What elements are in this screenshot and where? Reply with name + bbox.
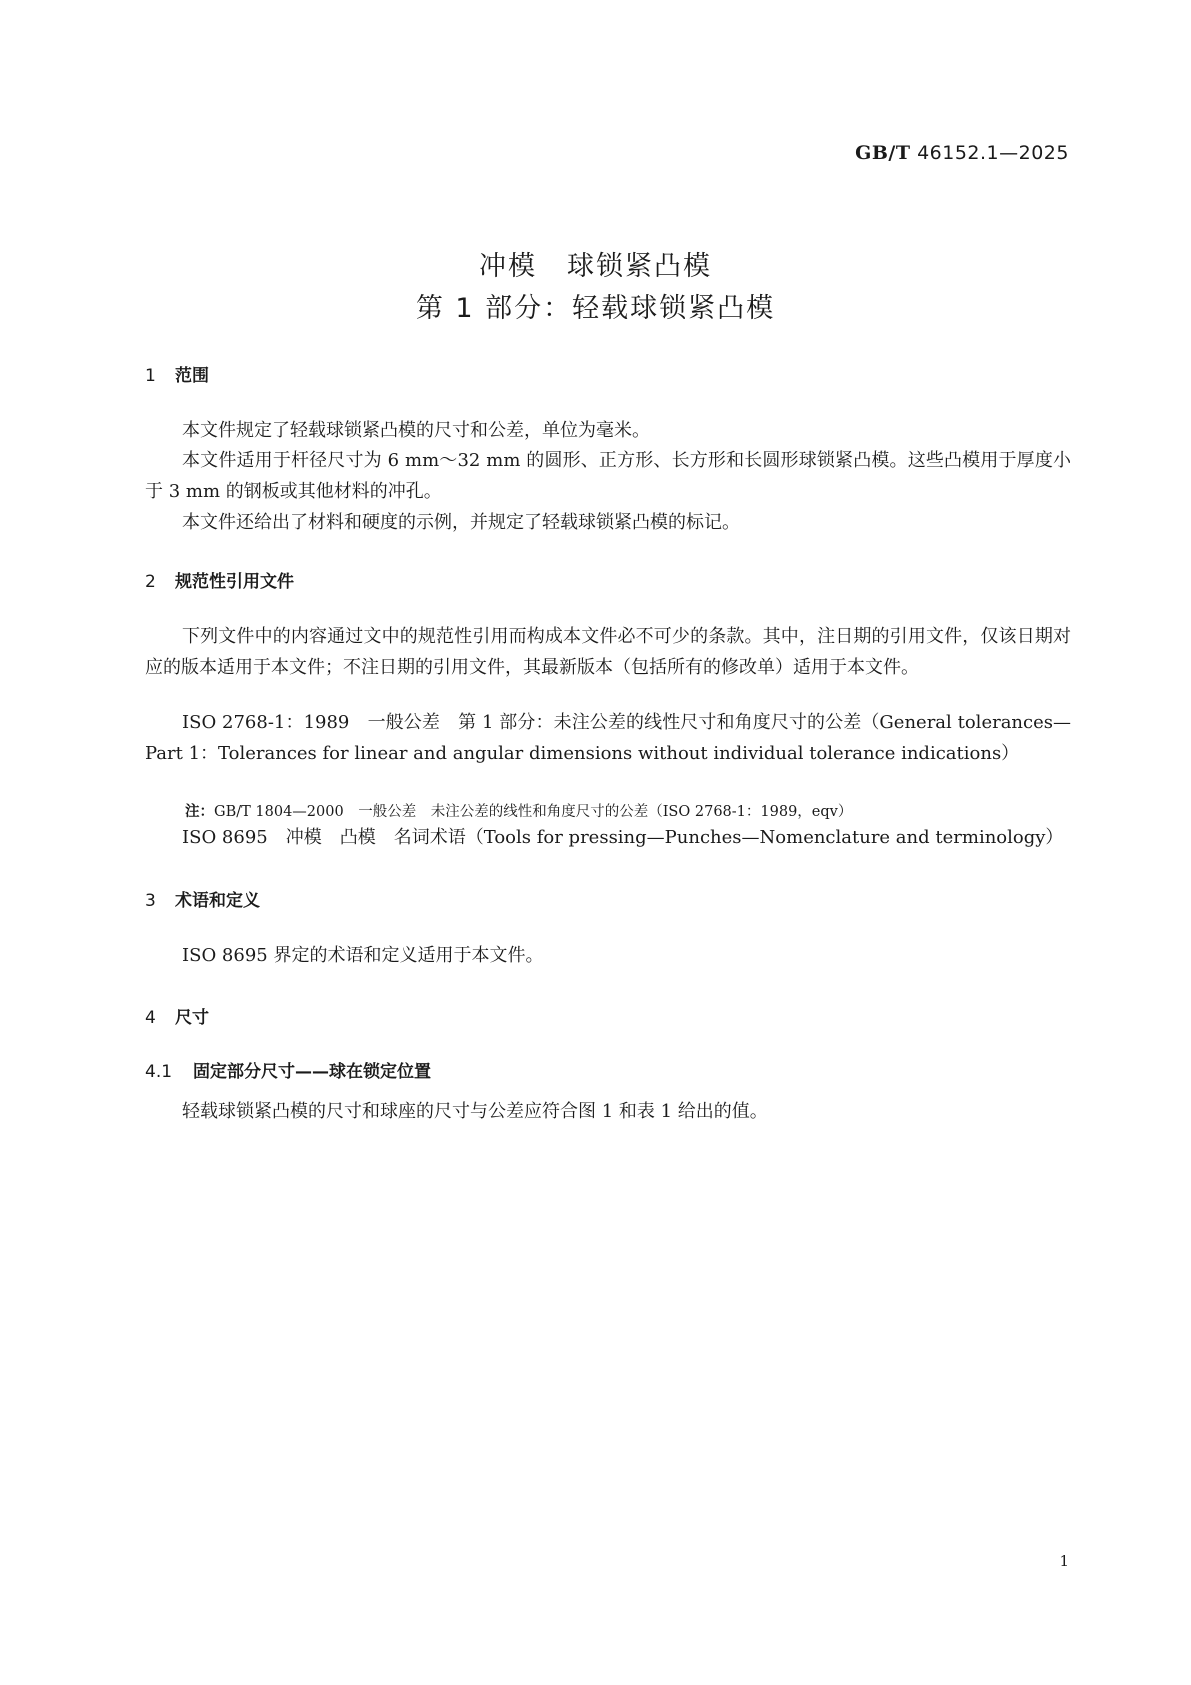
doc-code-prefix: GB/T [855,142,911,164]
note-text: GB/T 1804—2000 一般公差 未注公差的线性和角度尺寸的公差（ISO 2768-1：1989，eqv） [214,804,853,820]
section-number: 3 [145,891,156,911]
section-title: 术语和定义 [175,891,260,911]
section-title: 尺寸 [175,1008,209,1028]
document-title-line2: 第 1 部分：轻载球锁紧凸模 [415,293,776,324]
reference-iso-2768-1: ISO 2768-1：1989 一般公差 第 1 部分：未注公差的线性尺寸和角度尺寸的公差（General tolerances—Part 1：Tolerances for linear and angular dimensions without individual tolerance indications） [145,712,1071,764]
section-1-paragraph-3: 本文件还给出了材料和硬度的示例，并规定了轻载球锁紧凸模的标记。 [182,512,740,533]
document-code [855,142,1069,164]
title-part-a: 冲模 [479,251,537,282]
section-2-paragraph-1: 下列文件中的内容通过文中的规范性引用而构成本文件必不可少的条款。其中，注日期的引用文件，仅该日期对应的版本适用于本文件；不注日期的引用文件，其最新版本（包括所有的修改单）适用于本文件。 [145,626,1071,678]
note-label: 注： [185,804,214,820]
section-1-heading [145,361,209,386]
section-number: 1 [145,366,156,386]
document-title-line1 [0,244,1191,283]
section-1-paragraph-2: 本文件适用于杆径尺寸为 6 mm～32 mm 的圆形、正方形、长方形和长圆形球锁紧凸模。这些凸模用于厚度小于 3 mm 的钢板或其他材料的冲孔。 [145,450,1071,502]
section-title: 范围 [175,366,209,386]
subsection-title: 固定部分尺寸——球在锁定位置 [193,1062,431,1082]
section-3-paragraph-1: ISO 8695 界定的术语和定义适用于本文件。 [182,945,544,966]
section-number: 4 [145,1008,156,1028]
title-part-b: 球锁紧凸模 [567,251,712,282]
section-4-heading [145,1003,209,1028]
doc-code-number: 46152.1—2025 [917,142,1069,164]
subsection-number: 4.1 [145,1062,173,1082]
reference-iso-8695: ISO 8695 冲模 凸模 名词术语（Tools for pressing—Punches—Nomenclature and terminology） [182,827,1064,848]
section-1-paragraph-1: 本文件规定了轻载球锁紧凸模的尺寸和公差，单位为毫米。 [182,420,650,441]
reference-note [185,800,852,821]
section-4-1-paragraph-1: 轻载球锁紧凸模的尺寸和球座的尺寸与公差应符合图 1 和表 1 给出的值。 [182,1101,768,1122]
section-title: 规范性引用文件 [175,572,294,592]
section-3-heading [145,886,260,911]
page-number: 1 [1059,1552,1069,1570]
section-number: 2 [145,572,156,592]
subsection-4-1-heading [145,1057,431,1082]
section-2-heading [145,567,294,592]
